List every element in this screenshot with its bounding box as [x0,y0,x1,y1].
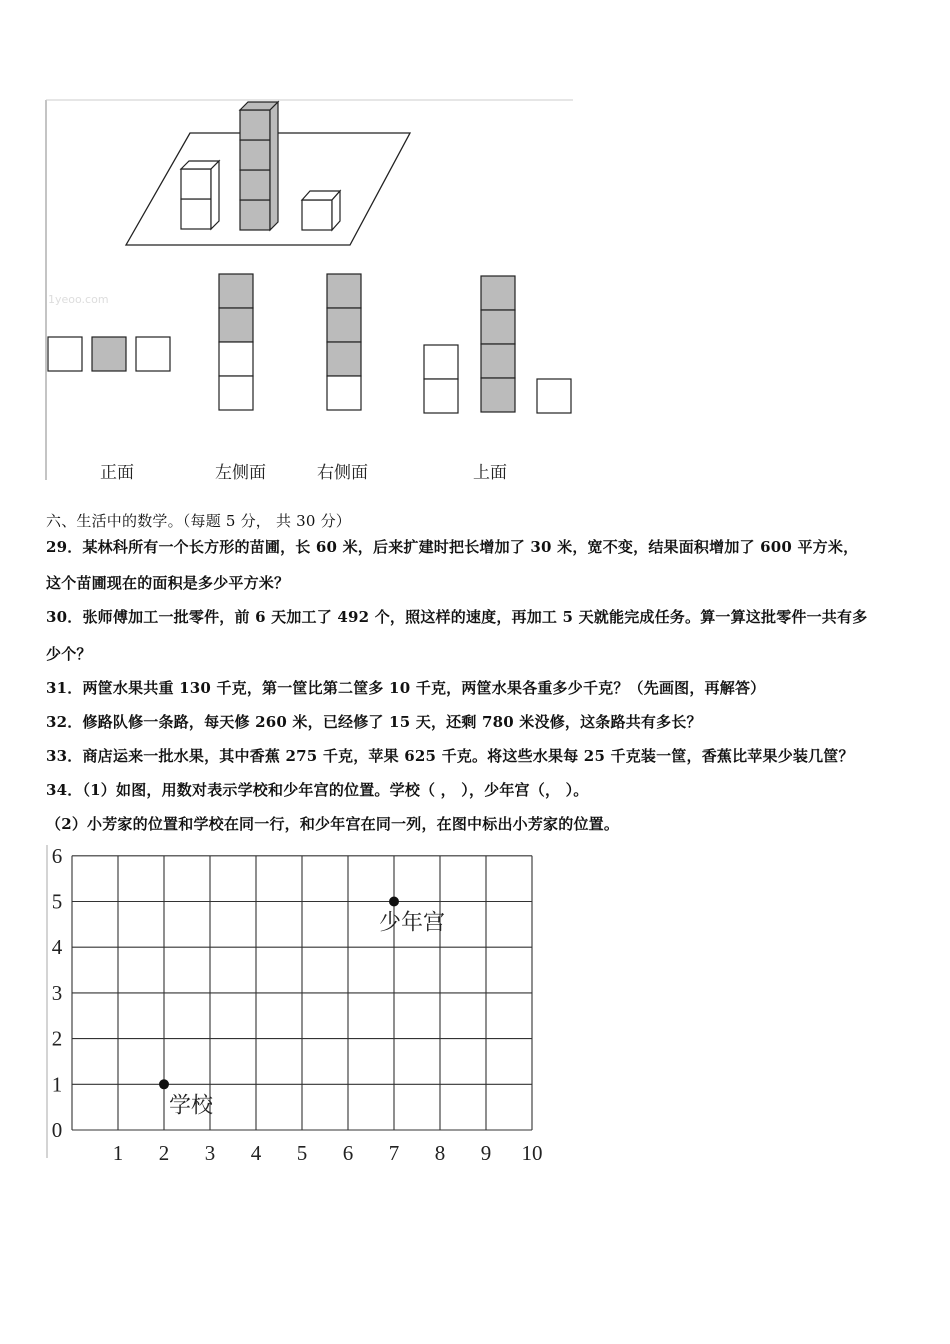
y-tick-label: 4 [51,935,63,960]
grid-point-label: 学校 [169,1093,214,1119]
grid-point-label: 少年宫 [379,910,446,936]
top-view [424,276,571,413]
coordinate-grid [40,840,550,1170]
y-tick-label: 2 [51,1026,63,1051]
question-32: 32．修路队修一条路，每天修 260 米，已经修了 15 天，还剩 780 米没修，这条路共有多长？ [46,713,702,731]
y-tick-label: 1 [51,1072,63,1097]
x-tick-label: 3 [204,1141,216,1165]
x-tick-label: 4 [250,1141,262,1165]
label-right-side: 右侧面 [317,463,368,483]
y-tick-label: 5 [51,889,63,914]
y-tick-label: 0 [51,1118,63,1142]
x-tick-label: 5 [296,1141,308,1165]
label-left-side: 左侧面 [215,463,266,483]
cube-stack-middle [240,102,278,230]
right-side-view [327,274,361,410]
grid-point-marker [159,1079,169,1089]
question-29-line1: 29．某林科所有一个长方形的苗圃，长 60 米，后来扩建时把长增加了 30 米，宽不变，结果面积增加了 600 平方米， [46,538,859,556]
cube-views-figure [40,95,580,495]
question-31: 31．两筐水果共重 130 千克，第一筐比第二筐多 10 千克，两筐水果各重多少千克？（先画图，再解答） [46,679,766,697]
grid-lines [47,845,532,1158]
cube-stack-left [181,161,219,229]
x-tick-label: 1 [112,1141,124,1165]
x-tick-label: 8 [434,1141,446,1165]
section-title: 六、生活中的数学。（每题 5 分， 共 30 分） [46,512,351,530]
question-30-line2: 少个？ [46,645,92,663]
question-34-part2: （2）小芳家的位置和学校在同一行，和少年宫在同一列，在图中标出小芳家的位置。 [46,815,620,833]
label-top: 上面 [473,463,507,483]
x-tick-label: 2 [158,1141,170,1165]
x-tick-label: 9 [480,1141,492,1165]
question-30-line1: 30．张师傅加工一批零件，前 6 天加工了 492 个，照这样的速度，再加工 5 天就能完成任务。算一算这批零件一共有多 [46,608,868,626]
front-view [48,337,170,371]
x-tick-label: 6 [342,1141,354,1165]
x-tick-label: 10 [521,1141,543,1165]
x-tick-label: 7 [388,1141,400,1165]
grid-ticks [52,844,543,1165]
watermark: 1yeoo.com [48,293,109,306]
question-29-line2: 这个苗圃现在的面积是多少平方米？ [46,574,290,592]
y-tick-label: 3 [51,980,63,1005]
left-side-view [219,274,253,410]
label-front: 正面 [100,463,134,483]
y-tick-label: 6 [51,843,63,868]
question-34-part1: 34．（1）如图，用数对表示学校和少年宫的位置。学校（ ， ），少年宫（， ）。 [46,781,589,799]
cube-stack-right [302,191,340,230]
question-33: 33．商店运来一批水果，其中香蕉 275 千克，苹果 625 千克。将这些水果每 25 千克装一筐，香蕉比苹果少装几筐？ [46,747,854,765]
grid-point-marker [389,897,399,907]
